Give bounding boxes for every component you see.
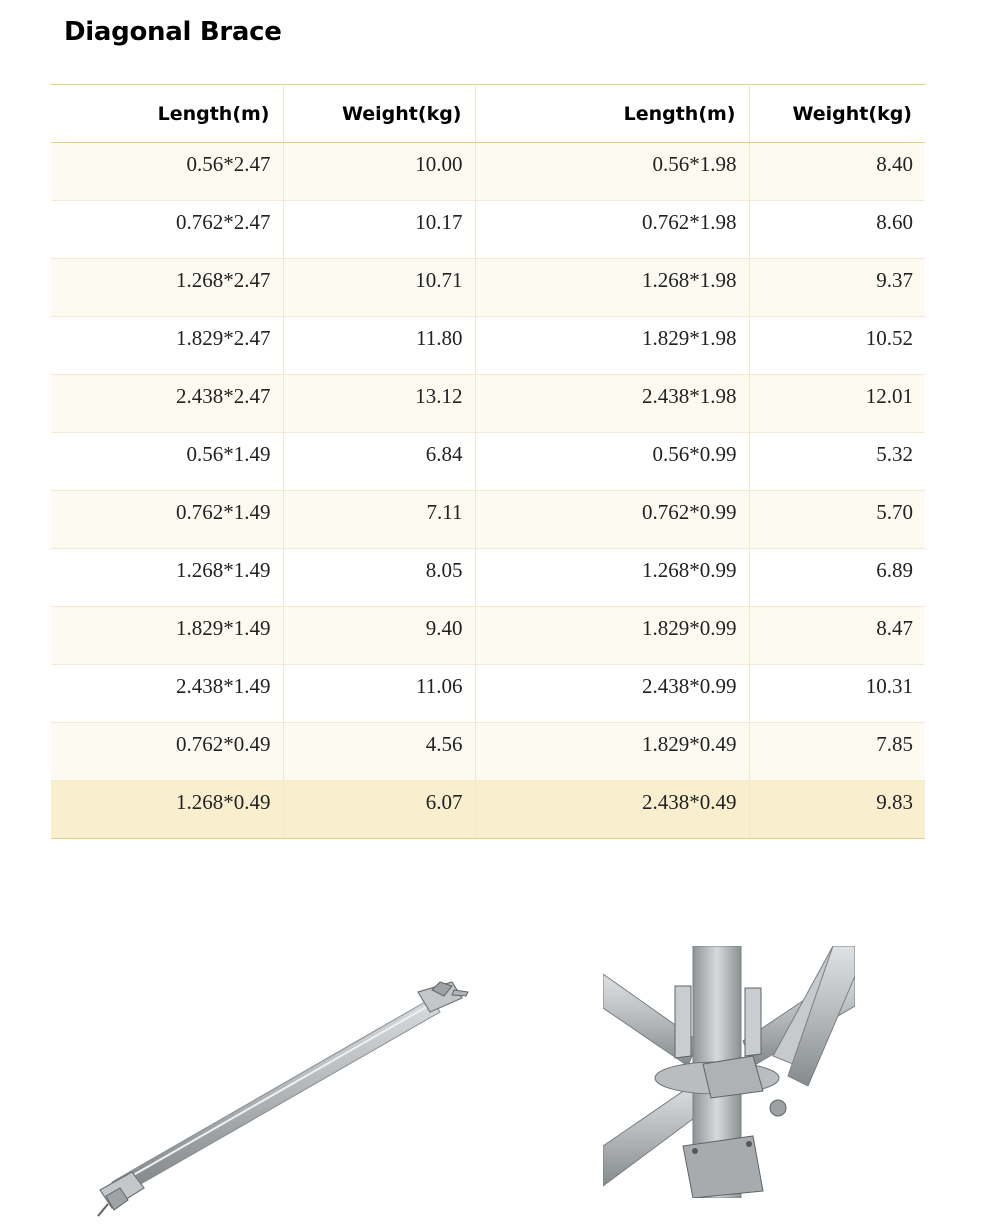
table-cell: 12.01 — [749, 375, 925, 433]
table-cell: 8.05 — [283, 549, 475, 607]
table-cell: 2.438*2.47 — [51, 375, 283, 433]
table-cell: 0.762*1.98 — [475, 201, 749, 259]
table-row — [51, 317, 925, 375]
table-cell: 9.83 — [749, 781, 925, 839]
table-row — [51, 433, 925, 491]
table-row — [51, 491, 925, 549]
header-length-1: Length(m) — [51, 85, 283, 143]
table-cell: 0.762*1.49 — [51, 491, 283, 549]
table-cell: 1.268*0.99 — [475, 549, 749, 607]
table-cell: 0.56*0.99 — [475, 433, 749, 491]
spec-table — [51, 84, 925, 839]
table-cell: 6.07 — [283, 781, 475, 839]
table-cell: 10.17 — [283, 201, 475, 259]
diagonal-brace-photo — [60, 920, 480, 1220]
table-cell: 0.762*0.49 — [51, 723, 283, 781]
table-cell: 8.60 — [749, 201, 925, 259]
table-cell: 7.85 — [749, 723, 925, 781]
diagonal-brace-image — [60, 920, 480, 1220]
table-cell: 6.89 — [749, 549, 925, 607]
table-cell: 5.70 — [749, 491, 925, 549]
table-cell: 11.80 — [283, 317, 475, 375]
table-cell: 0.56*2.47 — [51, 143, 283, 201]
table-cell: 2.438*1.49 — [51, 665, 283, 723]
table-row — [51, 549, 925, 607]
table-row — [51, 781, 925, 839]
header-length-2: Length(m) — [475, 85, 749, 143]
table-cell: 0.56*1.49 — [51, 433, 283, 491]
table-cell: 10.71 — [283, 259, 475, 317]
table-cell: 1.268*2.47 — [51, 259, 283, 317]
table-cell: 1.268*1.98 — [475, 259, 749, 317]
page-title: Diagonal Brace — [64, 17, 282, 48]
table-cell: 1.268*0.49 — [51, 781, 283, 839]
table-cell: 4.56 — [283, 723, 475, 781]
header-weight-2: Weight(kg) — [749, 85, 925, 143]
table-cell: 1.829*0.99 — [475, 607, 749, 665]
table-cell: 10.00 — [283, 143, 475, 201]
table-header-row — [51, 85, 925, 143]
table-cell: 7.11 — [283, 491, 475, 549]
table-cell: 13.12 — [283, 375, 475, 433]
table-cell: 10.52 — [749, 317, 925, 375]
table-cell: 1.829*2.47 — [51, 317, 283, 375]
table-cell: 8.47 — [749, 607, 925, 665]
table-cell: 1.829*0.49 — [475, 723, 749, 781]
table-cell: 10.31 — [749, 665, 925, 723]
table-row — [51, 201, 925, 259]
table-cell: 9.37 — [749, 259, 925, 317]
table-cell: 9.40 — [283, 607, 475, 665]
table-cell: 2.438*1.98 — [475, 375, 749, 433]
table-cell: 11.06 — [283, 665, 475, 723]
table-row — [51, 607, 925, 665]
table-cell: 6.84 — [283, 433, 475, 491]
table-row — [51, 259, 925, 317]
ringlock-joint-image — [603, 946, 855, 1198]
table-cell: 5.32 — [749, 433, 925, 491]
table-cell: 0.762*0.99 — [475, 491, 749, 549]
header-weight-1: Weight(kg) — [283, 85, 475, 143]
table-row — [51, 723, 925, 781]
table-cell: 1.829*1.98 — [475, 317, 749, 375]
table-row — [51, 665, 925, 723]
table-cell: 0.762*2.47 — [51, 201, 283, 259]
table-row — [51, 375, 925, 433]
table-cell: 2.438*0.49 — [475, 781, 749, 839]
table-cell: 8.40 — [749, 143, 925, 201]
table-row — [51, 143, 925, 201]
table-cell: 0.56*1.98 — [475, 143, 749, 201]
table-cell: 2.438*0.99 — [475, 665, 749, 723]
ringlock-joint-photo — [603, 946, 855, 1198]
table-cell: 1.268*1.49 — [51, 549, 283, 607]
table-cell: 1.829*1.49 — [51, 607, 283, 665]
